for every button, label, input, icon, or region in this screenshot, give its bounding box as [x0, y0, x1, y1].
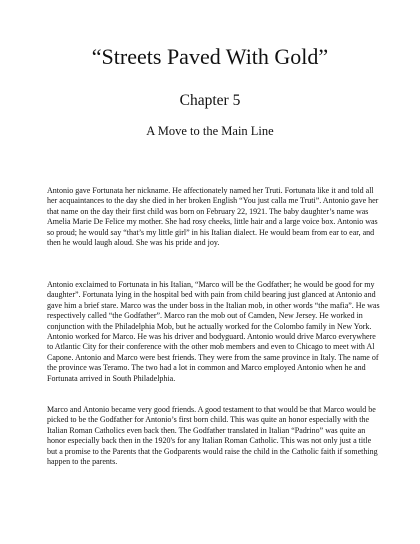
paragraph-1: Antonio gave Fortunata her nickname. He affectionately named her Truti. Fortunata like it and told all her acquaintances to the day she died in her broken English “You just calla me Truti”. Antonio gave her that name on the day their first child was born on February 22, 1921. The baby daughter’s name was Amelia Marie De Felice my mother. She had rosy cheeks, little hair and a large voice box. Antonio was so proud; he would say “that’s my little girl” in his Italian dialect. He would beam from ear to ear, and then he would laugh aloud. She was his pride and joy. [47, 186, 379, 248]
book-title: “Streets Paved With Gold” [91, 44, 329, 69]
chapter-number: Chapter 5 [179, 92, 241, 109]
paragraph-2: Antonio exclaimed to Fortunata in his Italian, “Marco will be the Godfather; he would be good for my daughter”. Fortunata lying in the hospital bed with pain from child bearing just glanced at Antonio and gave him a brief stare. Marco was the under boss in the Italian mob, in other words “the mafia”. He was respectively called “the Godfather”. Marco ran the mob out of Camden, New Jersey. He worked in conjunction with the Philadelphia Mob, but he actually worked for the Colombo family in New York. Antonio worked for Marco. He was his driver and bodyguard. Antonio would drive Marco everywhere to Atlantic City for their conference with the other mob members and even to Chicago to meet with Al Capone. Antonio and Marco were best friends. They were from the same province in Italy. The name of the province was Teramo. The two had a lot in common and Marco employed Antonio when he and Fortunata arrived in South Philadelphia. [47, 280, 380, 383]
paragraph-3: Marco and Antonio became very good friends. A good testament to that would be that Marco would be picked to be the Godfather for Antonio’s first born child. This was quite an honor especially with the Italian Roman Catholics even back then. The Godfather translated in Italian “Padrino” was quite an honor especially back then in the 1920's for any Italian Roman Catholic. This was not only just a title but a promise to the Parents that the Godparents would raise the child in the Catholic faith if something happen to the parents. [47, 405, 378, 467]
chapter-title: A Move to the Main Line [146, 124, 274, 138]
